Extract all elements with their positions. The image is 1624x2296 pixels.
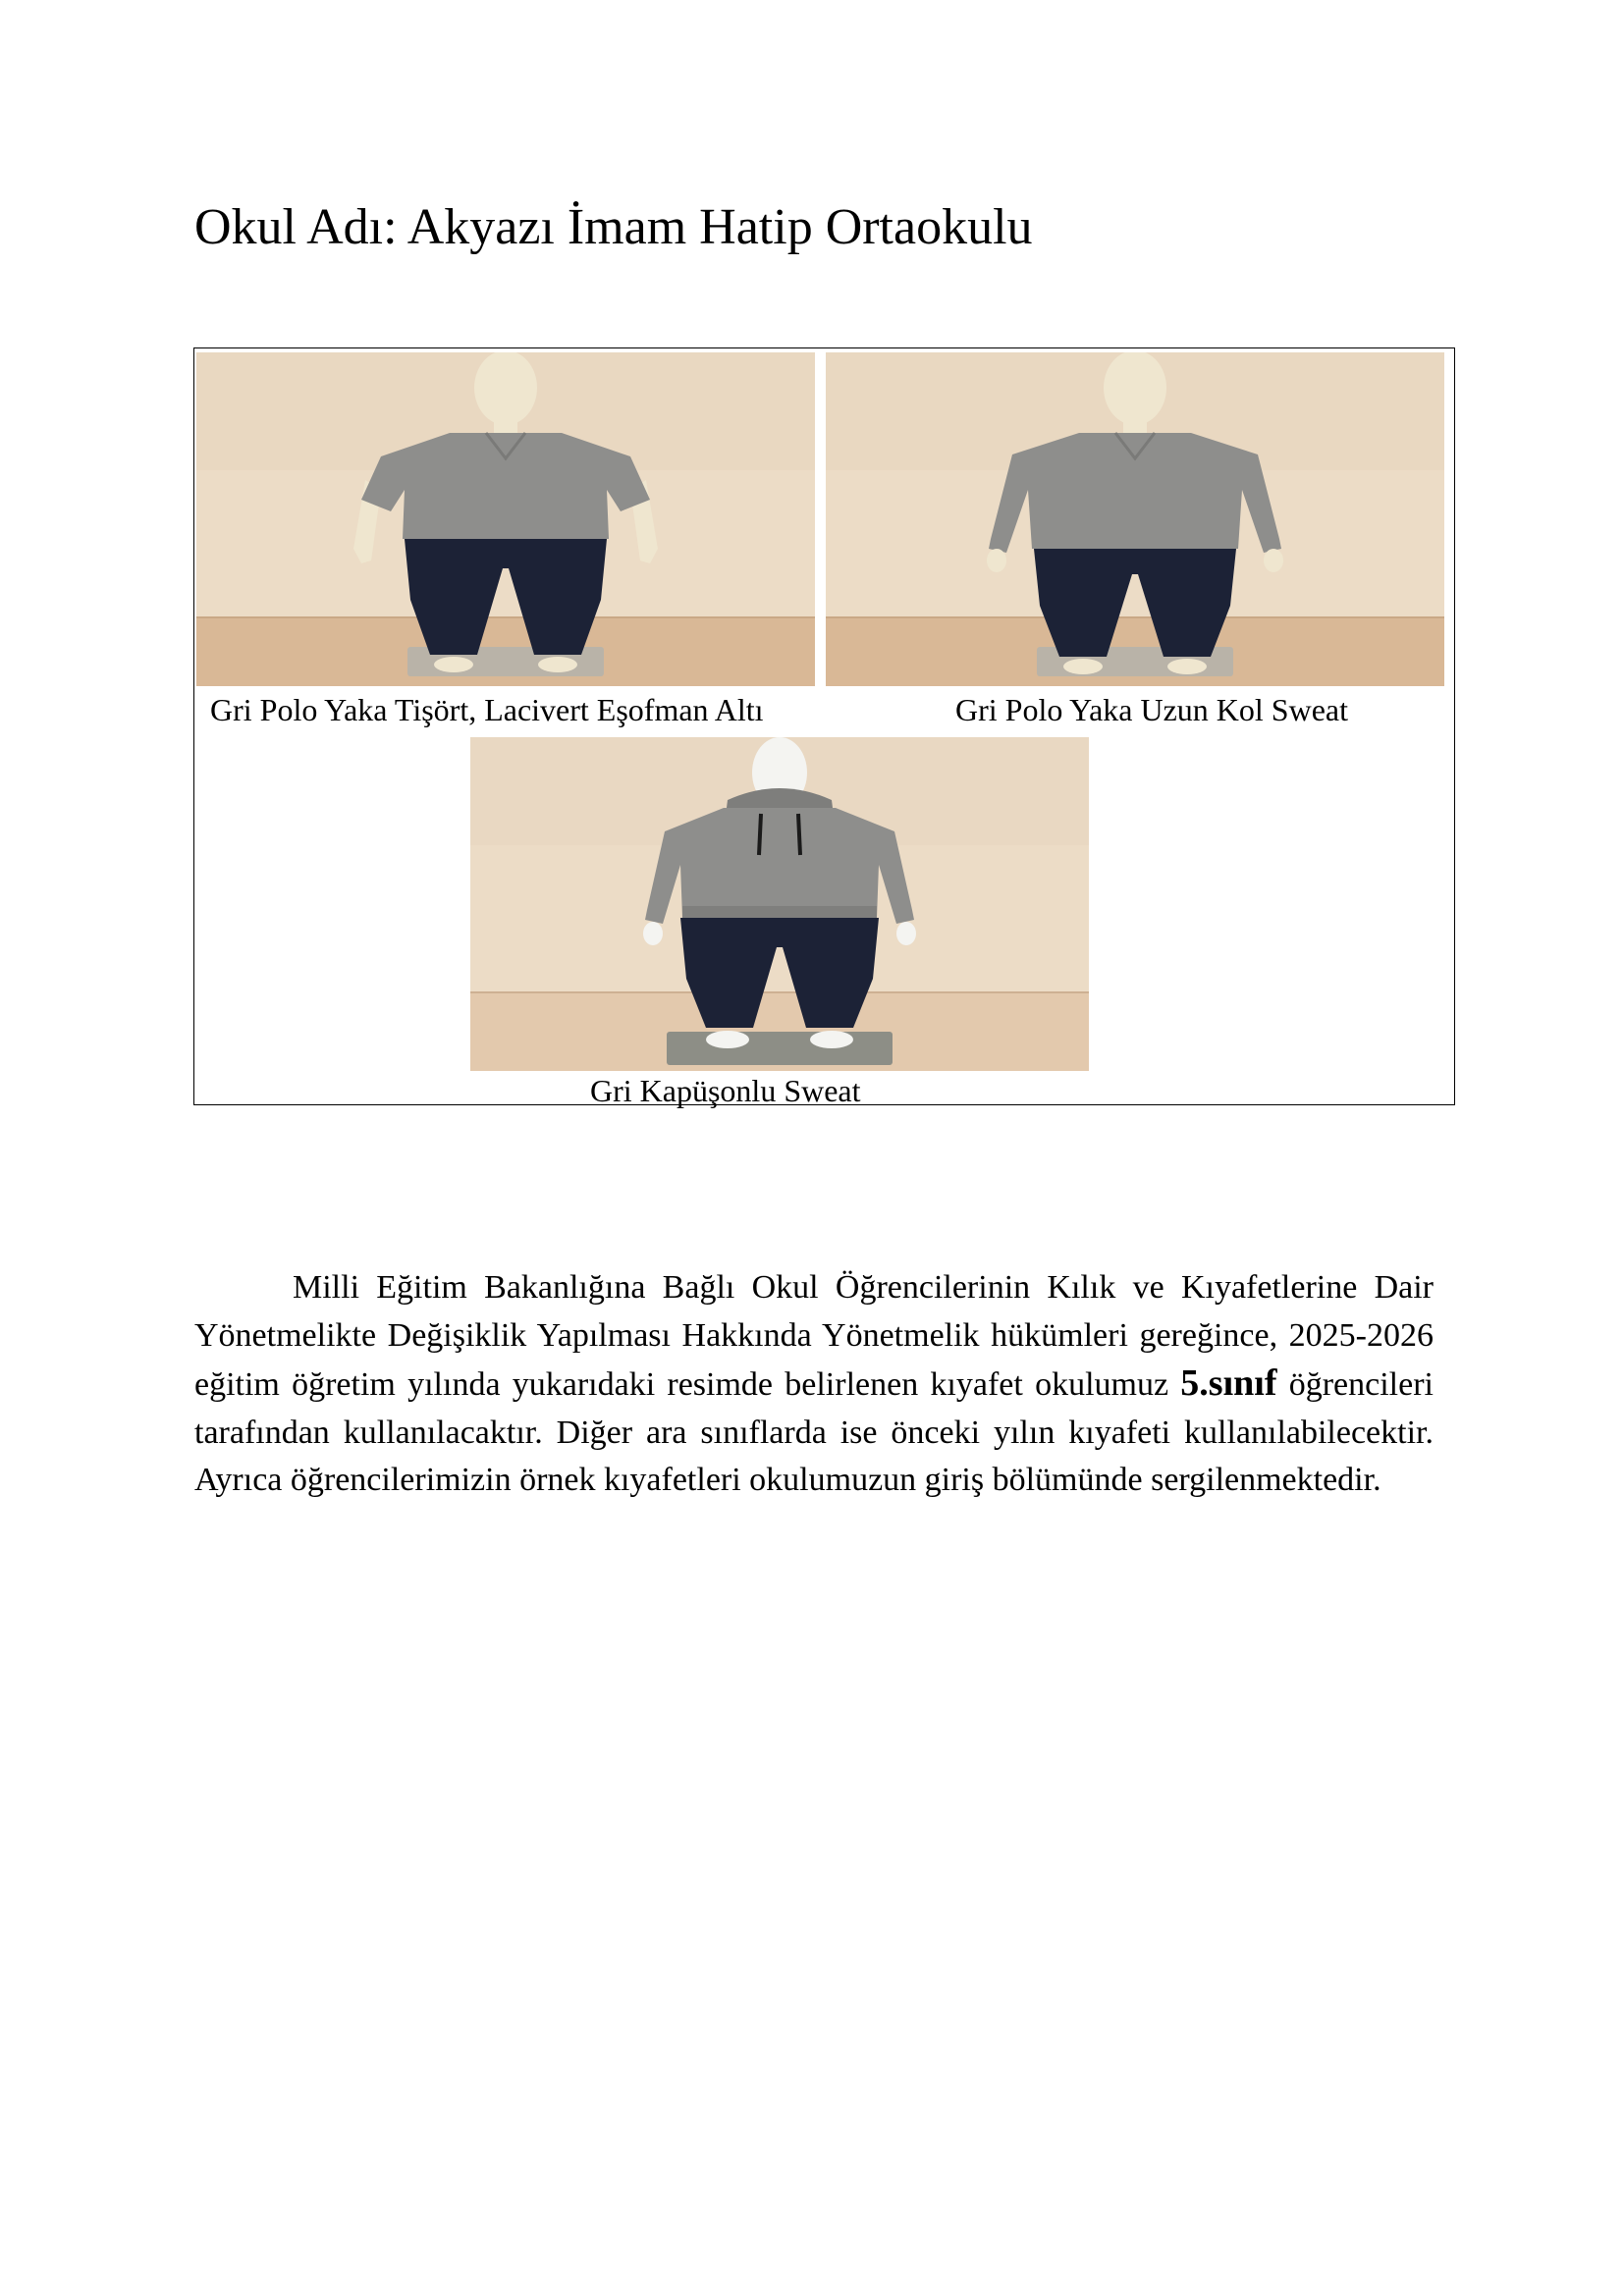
uniform-photo-long-sleeve-polo [826,352,1444,686]
uniform-figure-table [193,347,1455,1108]
paragraph-text-part2: öğrencileri tarafından kullanılacaktır. Diğer ara sınıflarda ise önceki yılın kıyafeti kullanılabilecektir. Ayrıca öğrencilerimizin örnek kıyafetleri okulumuzun giriş bölümünde sergilenmektedir. [194,1366,1434,1498]
paragraph-text-part1: Milli Eğitim Bakanlığına Bağlı Okul Öğrencilerinin Kılık ve Kıyafetlerine Dair Yönetmelikte Değişiklik Yapılması Hakkında Yönetmelik hükümleri gereğince, 2025-2026 eğitim öğretim yılında yukarıdaki resimde belirlenen kıyafet okulumuz [194,1269,1434,1403]
paragraph-highlight-grade: 5.sınıf [1180,1362,1277,1404]
caption-short-sleeve-polo: Gri Polo Yaka Tişört, Lacivert Eşofman Altı [210,692,764,727]
page-title: Okul Adı: Akyazı İmam Hatip Ortaokulu [194,199,1033,255]
caption-hoodie: Gri Kapüşonlu Sweat [590,1073,861,1108]
uniform-photo-hoodie [470,737,1089,1071]
uniform-photo-short-sleeve-polo [196,352,815,686]
body-paragraph [194,1264,1434,1505]
caption-long-sleeve-polo: Gri Polo Yaka Uzun Kol Sweat [955,692,1348,727]
